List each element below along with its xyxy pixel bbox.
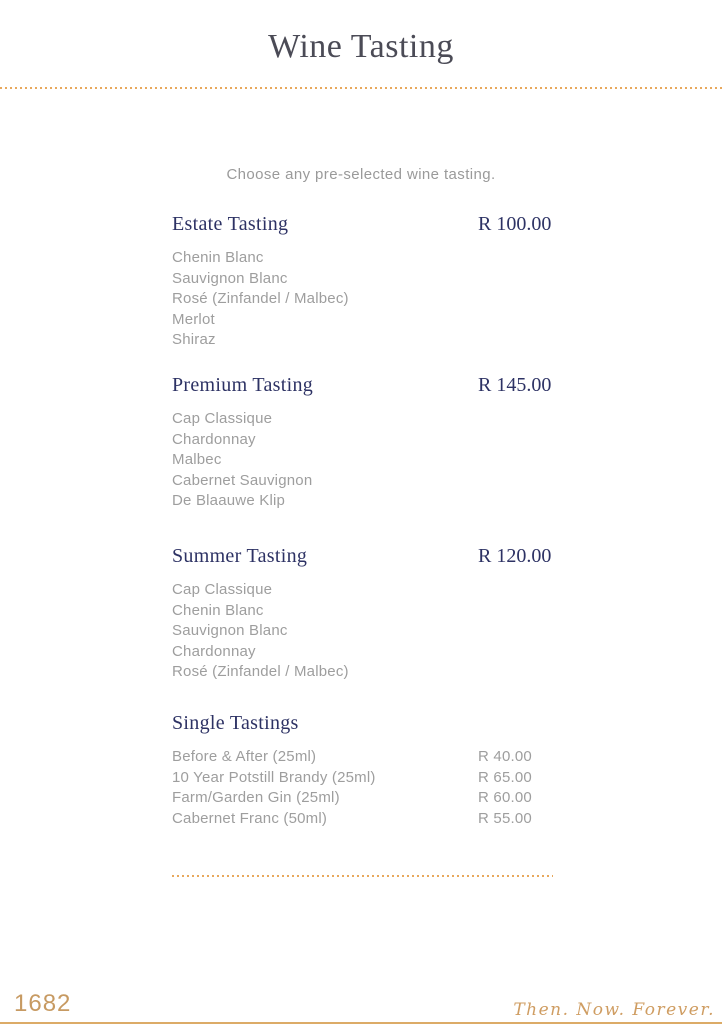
wine-item: Chardonnay [172,430,256,448]
single-tasting-item [172,809,553,830]
wine-item: Sauvignon Blanc [172,622,288,640]
section-summer-tasting [172,544,553,683]
section-header [172,212,553,238]
wine-item: Sauvignon Blanc [172,269,288,287]
single-tastings-list [172,747,553,829]
section-single-tastings [172,711,553,829]
section-estate-tasting [172,212,553,351]
section-header [172,373,553,399]
single-tasting-price: R 65.00 [478,768,532,786]
wine-item: Chenin Blanc [172,249,264,266]
intro-text: Choose any pre-selected wine tasting. [226,166,496,183]
dotted-divider-bottom [172,875,553,877]
dotted-divider-top [0,87,722,89]
footer-brand-year: 1682 [14,990,72,1017]
single-tasting-item [172,768,553,789]
single-tasting-price: R 60.00 [478,789,532,807]
page-title: Wine Tasting [268,28,454,65]
wine-item: Cap Classique [172,410,273,427]
single-tasting-price: R 40.00 [478,748,532,765]
wine-item: Cabernet Sauvignon [172,471,313,489]
section-price: R 120.00 [478,545,552,567]
wine-list [172,580,553,683]
single-tasting-label: 10 Year Potstill Brandy (25ml) [172,768,376,786]
single-tasting-item [172,788,553,809]
section-header [172,711,553,737]
single-tasting-label: Farm/Garden Gin (25ml) [172,789,340,807]
wine-list [172,248,553,351]
single-tasting-label: Before & After (25ml) [172,748,317,765]
wine-item: Chenin Blanc [172,601,264,619]
footer-tagline: Then. Now. Forever. [513,1000,715,1020]
section-price: R 145.00 [478,374,552,396]
wine-item: Rosé (Zinfandel / Malbec) [172,663,349,681]
section-title: Premium Tasting [172,374,314,396]
section-title: Estate Tasting [172,213,289,235]
wine-item: Merlot [172,310,215,328]
wine-item: Malbec [172,451,222,469]
wine-item: Cap Classique [172,581,273,598]
section-header [172,544,553,570]
single-tasting-label: Cabernet Franc (50ml) [172,809,328,827]
single-tasting-price: R 55.00 [478,809,532,827]
wine-list [172,409,553,512]
wine-item: Rosé (Zinfandel / Malbec) [172,290,349,308]
wine-item: Shiraz [172,331,216,349]
wine-item: De Blaauwe Klip [172,492,286,510]
single-tasting-item [172,747,553,768]
section-title: Summer Tasting [172,545,308,567]
wine-item: Chardonnay [172,642,256,660]
section-title: Single Tastings [172,712,299,734]
section-price: R 100.00 [478,213,552,235]
section-premium-tasting [172,373,553,512]
